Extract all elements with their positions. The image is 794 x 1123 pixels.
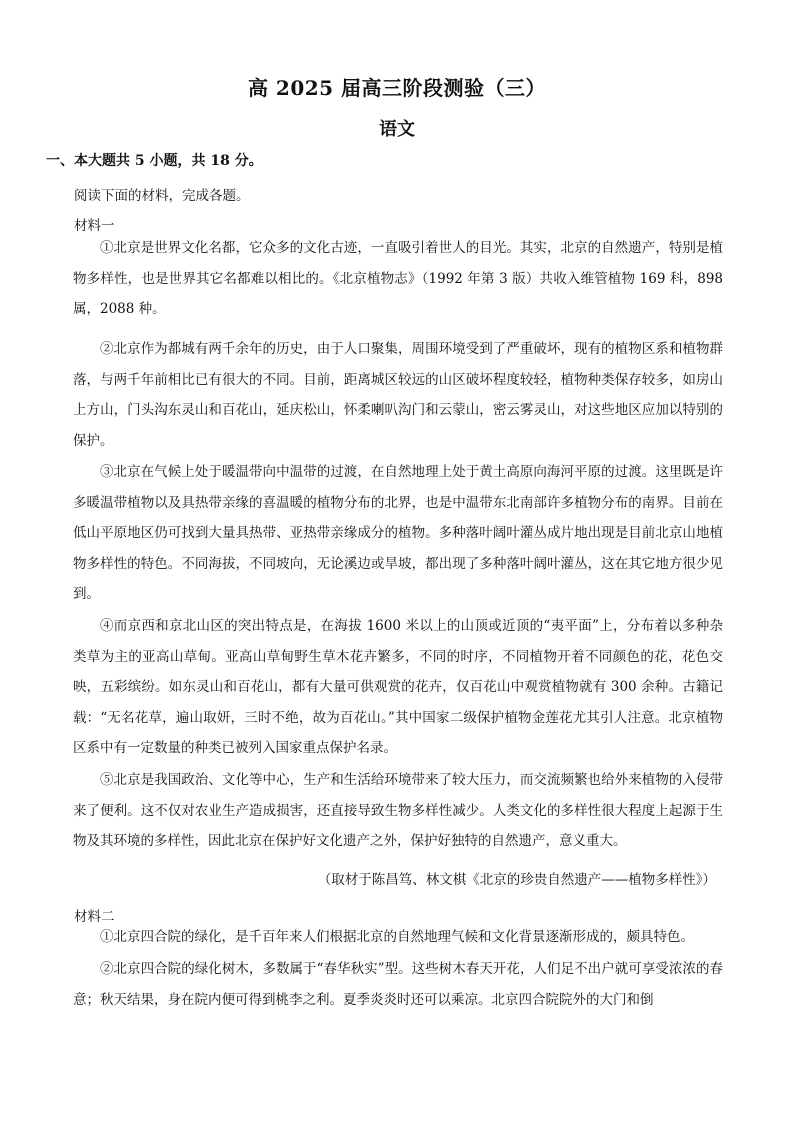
paragraph: ②北京四合院的绿化树木，多数属于“春华秋实”型。这些树木春天开花，人们足不出户就可享受浓浓的春意；秋天结果，身在院内便可得到桃李之利。夏季炎炎时还可以乘凉。北京四合院院外的大门和倒 bbox=[73, 961, 723, 1008]
material-one-label: 材料一 bbox=[74, 218, 115, 234]
paragraph: ②北京作为都城有两千余年的历史，由于人口聚集，周围环境受到了严重破坏，现有的植物区系和植物群落，与两千年前相比已有很大的不同。目前，距离城区较远的山区破坏程度较轻，植物种类保存较多，如房山上方山，门头沟东灵山和百花山，延庆松山，怀柔喇叭沟门和云蒙山，密云雾灵山，对这些地区应加以特别的保护。 bbox=[73, 341, 723, 449]
paragraph: ①北京四合院的绿化，是千百年来人们根据北京的自然地理气候和文化背景逐渐形成的，颇具特色。 bbox=[100, 929, 694, 945]
instruction-text: 阅读下面的材料，完成各题。 bbox=[74, 188, 250, 204]
section-heading: 一、本大题共 5 小题，共 18 分。 bbox=[46, 153, 263, 169]
subject-title: 语文 bbox=[379, 119, 415, 140]
source-citation: （取材于陈昌笃、林文棋《北京的珍贵自然遗产——植物多样性》） bbox=[317, 872, 716, 888]
paragraph: ③北京在气候上处于暖温带向中温带的过渡，在自然地理上处于黄土高原向海河平原的过渡。这里既是许多暖温带植物以及具热带亲缘的喜温暖的植物分布的北界，也是中温带东北南部许多植物分布的南界。目前在低山平原地区仍可找到大量具热带、亚热带亲缘成分的植物。多种落叶阔叶灌丛成片地出现是目前北京山地植物多样性的特色。不同海拔，不同坡向，无论溪边或旱坡，都出现了多种落叶阔叶灌丛，这在其它地方很少见到。 bbox=[73, 464, 723, 602]
paragraph: ⑤北京是我国政治、文化等中心，生产和生活给环境带来了较大压力，而交流频繁也给外来植物的入侵带来了便利。这不仅对农业生产造成损害，还直接导致生物多样性减少。人类文化的多样性很大程度上起源于生物及其环境的多样性，因此北京在保护好文化遗产之外，保护好独特的自然遗产，意义重大。 bbox=[73, 772, 723, 849]
material-two-label: 材料二 bbox=[74, 909, 115, 925]
paragraph: ①北京是世界文化名都，它众多的文化古迹，一直吸引着世人的目光。其实，北京的自然遗产，特别是植物多样性，也是世界其它名都难以相比的。《北京植物志》（1992 年第 3 版）共收入维管植物 169 科，898 属，2088 种。 bbox=[73, 240, 723, 317]
exam-title: 高 2025 届高三阶段测验（三） bbox=[247, 76, 547, 100]
paragraph: ④而京西和京北山区的突出特点是，在海拔 1600 米以上的山顶或近顶的“夷平面”上，分布着以多种杂类草为主的亚高山草甸。亚高山草甸野生草木花卉繁多，不同的时序，不同植物开着不同颜色的花，花色交映，五彩缤纷。如东灵山和百花山，都有大量可供观赏的花卉，仅百花山中观赏植物就有 300 余种。古籍记载：“无名花草，遍山取妍，三时不绝，故为百花山。”其中国家二级保护植物金莲花尤其引人注意。北京植物区系中有一定数量的种类已被列入国家重点保护名录。 bbox=[73, 618, 723, 756]
